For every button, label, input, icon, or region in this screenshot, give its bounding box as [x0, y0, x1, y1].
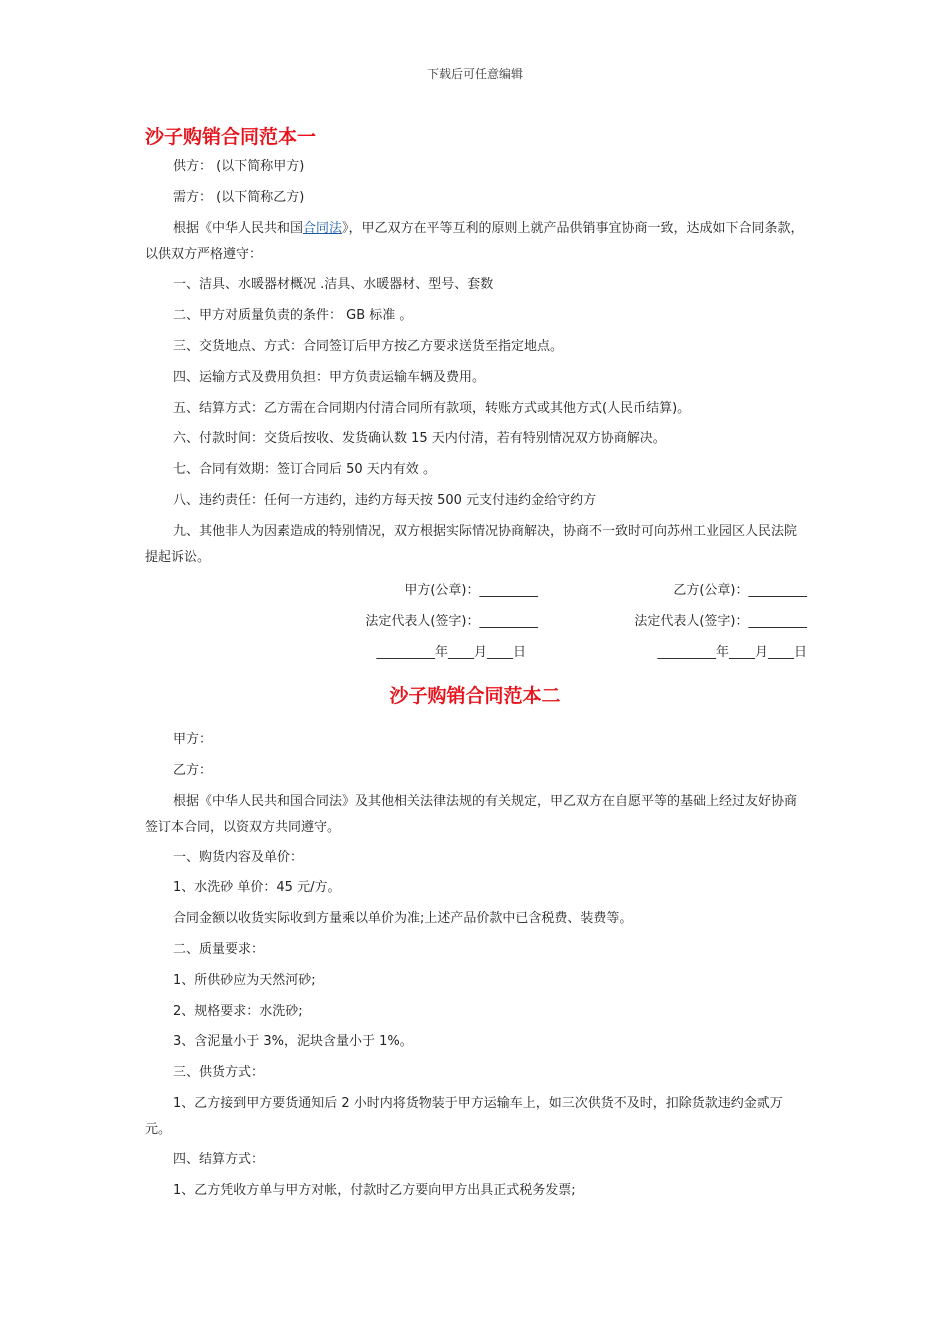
quality-item-1: 1、所供砂应为天然河砂; — [173, 973, 316, 988]
intro-text-after: 》，甲乙双方在平等互利的原则上就产品供销事宜协商一致，达成如下合同条款，以供双方严格遵守： — [145, 221, 804, 262]
section-purchase: 一、购货内容及单价： — [173, 850, 304, 865]
party-a-seal: 甲方(公章)：_________ — [404, 583, 538, 598]
clause-2: 二、甲方对质量负责的条件： GB 标准 。 — [173, 308, 413, 323]
contract-2-title: 沙子购销合同范本二 — [389, 685, 561, 707]
section-supply: 三、供货方式： — [173, 1065, 265, 1080]
buyer-line: 需方： (以下简称乙方) — [173, 190, 305, 205]
party-a-line: 甲方： — [173, 732, 213, 747]
clause-7: 七、合同有效期：签订合同后 50 天内有效 。 — [173, 462, 436, 477]
item-washed-sand-price: 1、水洗砂 单价：45 元/方。 — [173, 880, 341, 895]
contract-1-intro — [145, 216, 807, 268]
party-b-line: 乙方： — [173, 763, 213, 778]
clause-5: 五、结算方式：乙方需在合同期内付清合同所有款项，转账方式或其他方式(人民币结算)。 — [173, 401, 691, 416]
clause-1: 一、洁具、水暖器材概况 .洁具、水暖器材、型号、套数 — [173, 277, 494, 292]
page-header: 下载后可任意编辑 — [426, 67, 523, 81]
party-b-representative: 法定代表人(签字)：_________ — [634, 614, 807, 629]
intro-text-before: 根据《中华人民共和国 — [173, 221, 304, 236]
quality-item-2: 2、规格要求：水洗砂; — [173, 1004, 303, 1019]
contract-amount-note: 合同金额以收货实际收到方量乘以单价为准;上述产品价款中已含税费、装费等。 — [173, 911, 633, 926]
supply-item-1: 1、乙方接到甲方要货通知后 2 小时内将货物装于甲方运输车上，如三次供货不及时，扣除货款违约金贰万元。 — [145, 1096, 783, 1137]
clause-4: 四、运输方式及费用负担：甲方负责运输车辆及费用。 — [173, 370, 486, 385]
supplier-line: 供方： (以下简称甲方) — [173, 159, 305, 174]
contract-1-title: 沙子购销合同范本一 — [145, 126, 317, 148]
clause-3: 三、交货地点、方式：合同签订后甲方按乙方要求送货至指定地点。 — [173, 339, 564, 354]
contract-2-intro: 根据《中华人民共和国合同法》及其他相关法律法规的有关规定，甲乙双方在自愿平等的基础上经过友好协商签订本合同，以资双方共同遵守。 — [145, 794, 798, 835]
party-b-date: _________年____月____日 — [657, 645, 807, 660]
clause-6: 六、付款时间：交货后按收、发货确认数 15 天内付清，若有特别情况双方协商解决。 — [173, 431, 666, 446]
settlement-item-1: 1、乙方凭收方单与甲方对帐，付款时乙方要向甲方出具正式税务发票; — [173, 1183, 576, 1198]
contract-law-link[interactable]: 合同法 — [303, 221, 343, 236]
clause-8: 八、违约责任：任何一方违约，违约方每天按 500 元支付违约金给守约方 — [173, 493, 597, 508]
section-quality: 二、质量要求： — [173, 942, 265, 957]
party-a-representative: 法定代表人(签字)：_________ — [365, 614, 538, 629]
party-a-date: _________年____月____日 — [376, 645, 526, 660]
section-settlement: 四、结算方式： — [173, 1152, 265, 1167]
quality-item-3: 3、含泥量小于 3%，泥块含量小于 1%。 — [173, 1034, 413, 1049]
clause-9: 九、其他非人为因素造成的特别情况，双方根据实际情况协商解决，协商不一致时可向苏州工业园区人民法院提起诉讼。 — [145, 524, 798, 565]
party-b-seal: 乙方(公章)：_________ — [673, 583, 807, 598]
